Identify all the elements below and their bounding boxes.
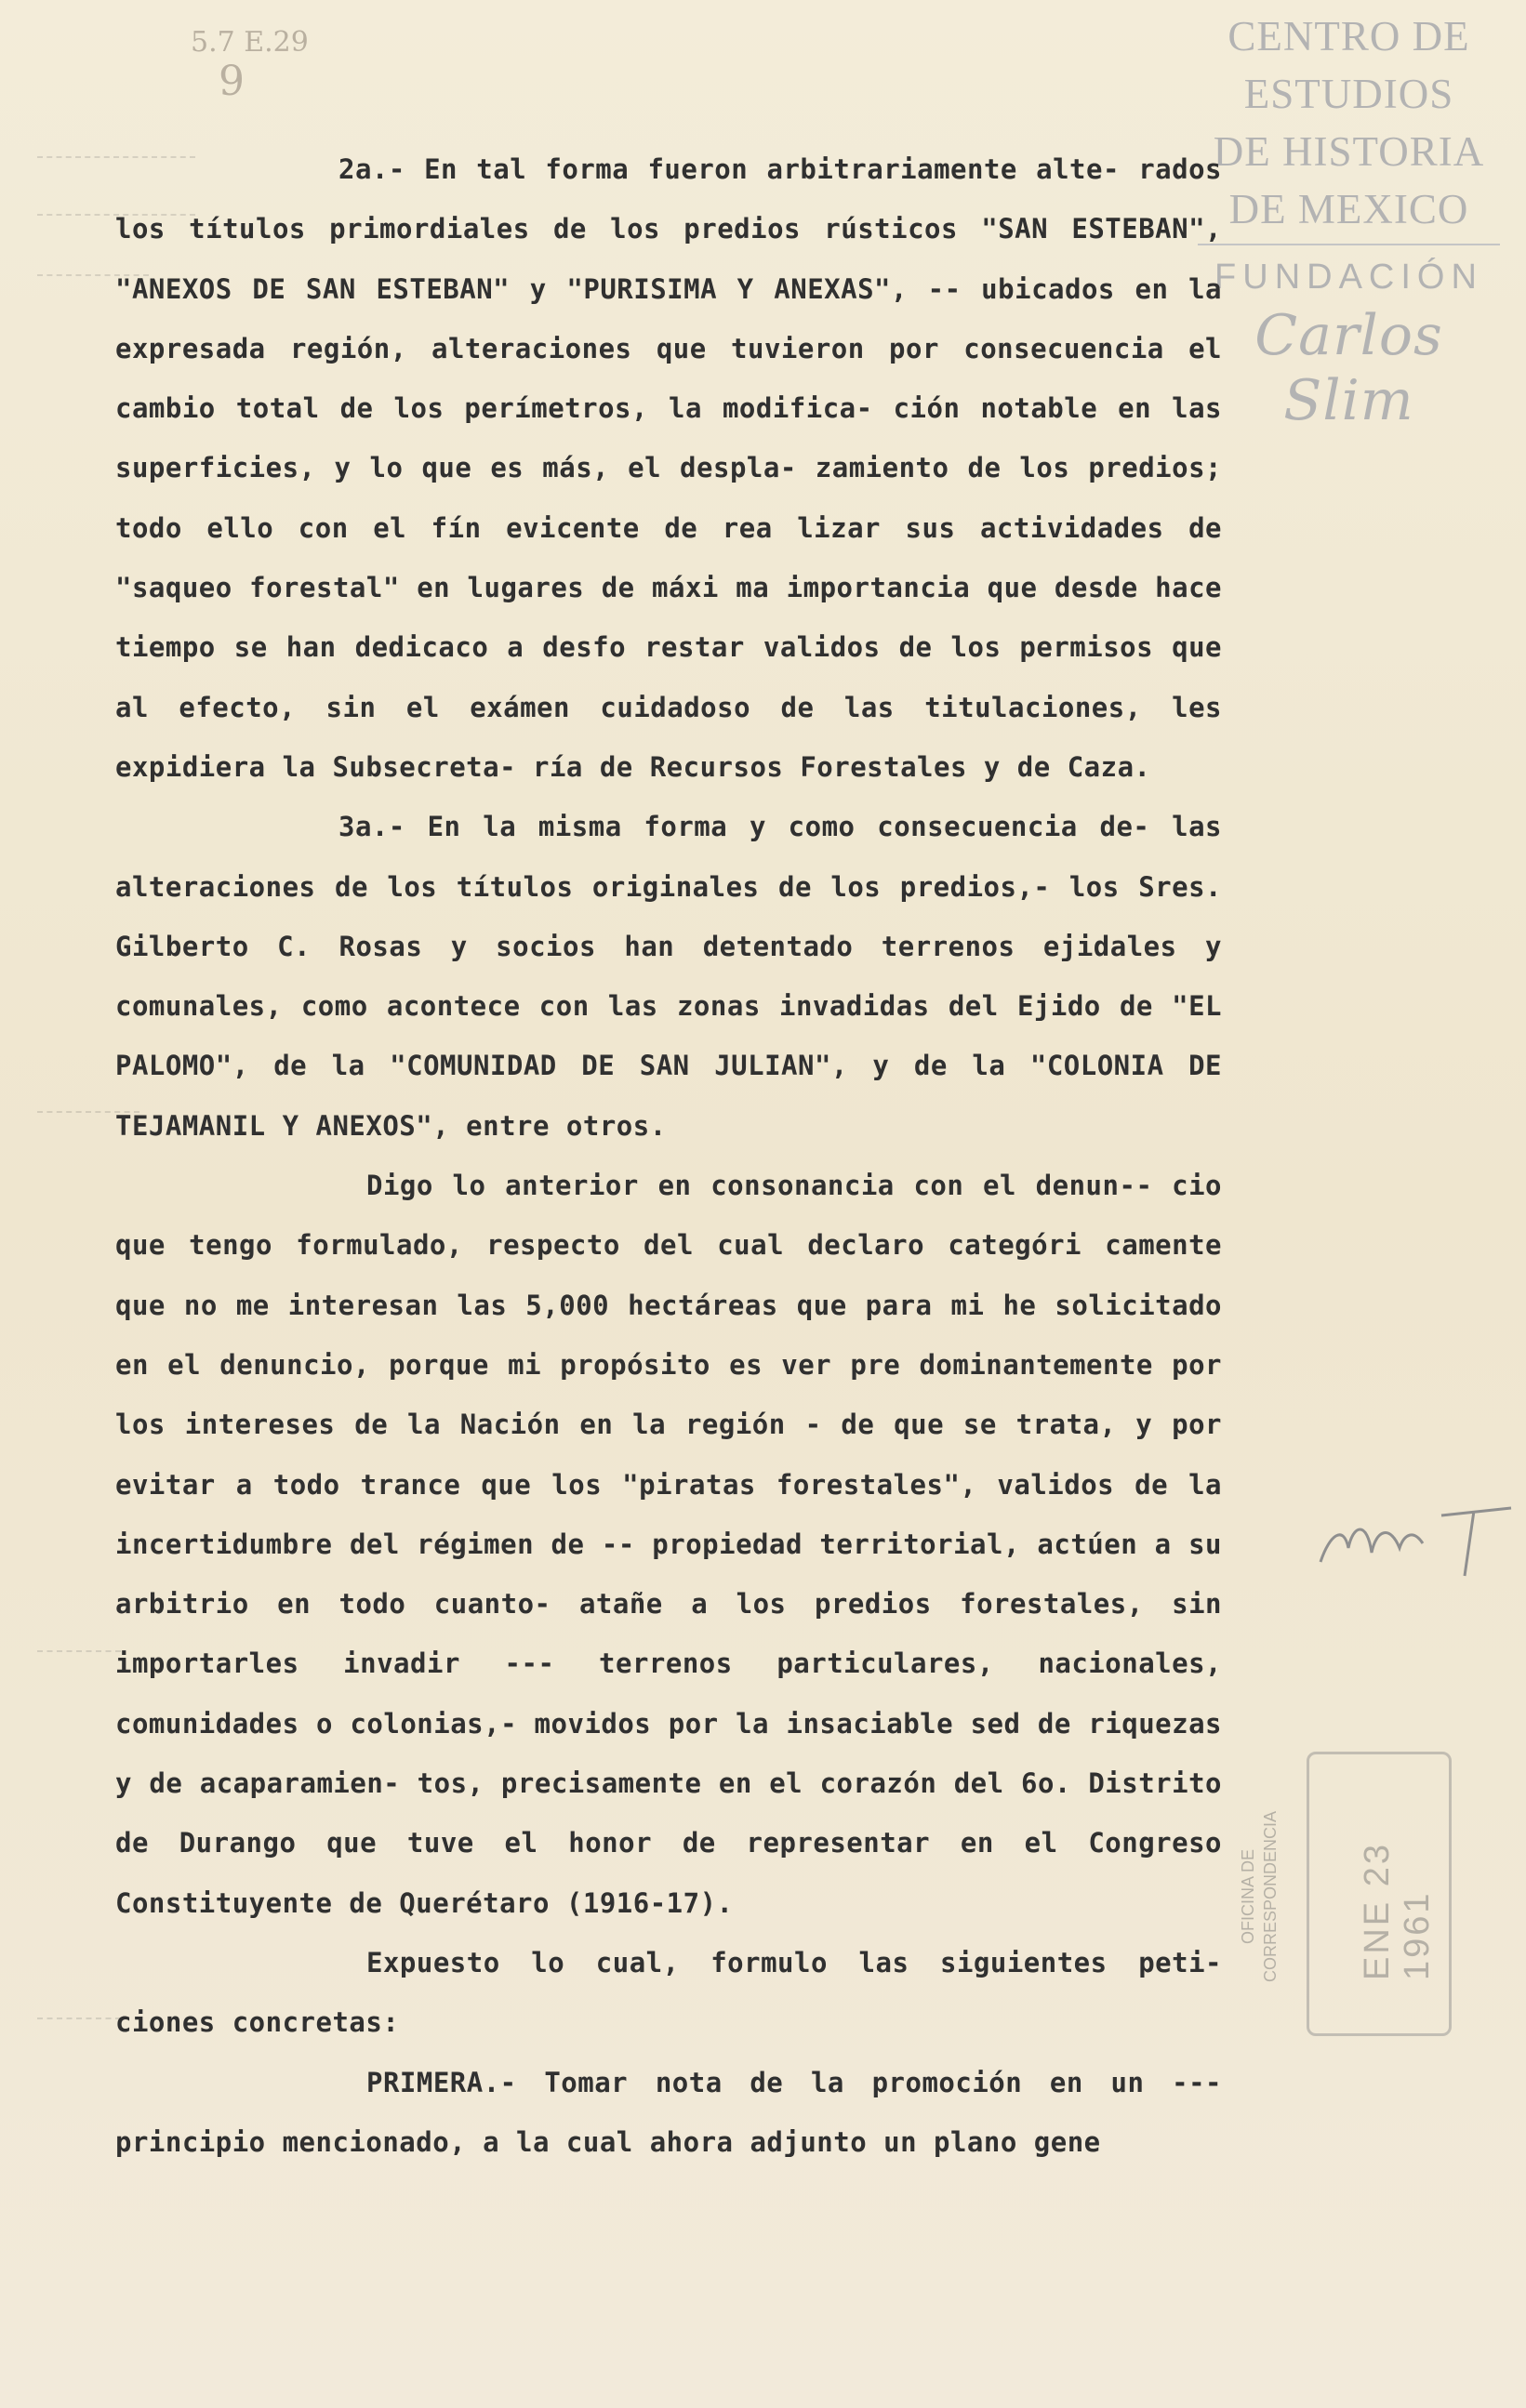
correspondence-stamp <box>1209 1757 1526 2036</box>
archive-line: DE HISTORIA <box>1213 128 1485 175</box>
archive-foundation: FUNDACIÓN <box>1214 258 1483 297</box>
archive-divider <box>1198 244 1500 245</box>
paragraph-primera <box>115 2053 1222 2173</box>
paragraph-denuncio <box>115 1156 1222 1933</box>
paragraph-3a <box>115 797 1222 1156</box>
pencil-annotation <box>1311 1497 1526 1581</box>
paragraph-expuesto <box>115 1933 1222 2053</box>
paragraph-2a <box>115 139 1222 797</box>
archive-watermark <box>1188 7 1509 433</box>
letter-body <box>115 139 1222 2172</box>
stamp-date: ENE 23 1961 <box>1358 1842 1437 1980</box>
bleed-through-line <box>37 1650 121 1669</box>
archive-line: ESTUDIOS <box>1243 71 1454 117</box>
paragraph-text: Digo lo anterior en consonancia con el denun-- cio que tengo formulado, respecto del cual declaro categóri camente que no me interesan las 5,000 hectáreas que para mi he solicitado en el denuncio, porque mi propósito es ver pre dominantemente por los intereses de la Nación en la región - de que se trata, y por evitar a todo trance que los "piratas forestales", validos de la incertidumbre del régimen de -- propiedad territorial, actúen a su arbitrio en todo cuanto- atañe a los predios forestales, sin importarles invadir --- terrenos particulares, nacionales, comunidades o colonias,- movidos por la insaciable sed de riquezas y de acaparamien- tos, precisamente en el corazón del 6o. Distrito de Durango que tuve el honor de representar en el Congreso Constituyente de Querétaro (1916-17). <box>115 1170 1222 1919</box>
reference-note: 5.7 E.29 <box>191 26 309 59</box>
page-number: 9 <box>219 58 245 105</box>
archive-line: CENTRO DE <box>1227 13 1470 60</box>
stamp-title: OFICINA DE CORRESPONDENCIA <box>1239 1810 1280 1983</box>
paragraph-text: 3a.- En la misma forma y como consecuencia de- las alteraciones de los títulos originales de los predios,- los Sres. Gilberto C. Rosas y socios han detentado terrenos ejidales y comunales, como acontece con las zonas invadidas del Ejido de "EL PALOMO", de la "COMUNIDAD DE SAN JULIAN", y de la "COLONIA DE TEJAMANIL Y ANEXOS", entre otros. <box>115 811 1222 1142</box>
paragraph-text: PRIMERA.- Tomar nota de la promoción en un --- principio mencionado, a la cual ahora adjunto un plano gene <box>115 2066 1222 2158</box>
bleed-through-line <box>37 2018 121 2036</box>
archive-signature: Carlos Slim <box>1254 303 1443 433</box>
paragraph-text: 2a.- En tal forma fueron arbitrariamente alte- rados los títulos primordiales de los predios rústicos "SAN ESTEBAN", "ANEXOS DE SAN ESTEBAN" y "PURISIMA Y ANEXAS", -- ubicados en la expresada región, alteraciones que tuvieron por consecuencia el cambio total de los perímetros, la modifica- ción notable en las superficies, y lo que es más, el despla- zamiento de los predios; todo ello con el fín evicente de rea lizar sus actividades de "saqueo forestal" en lugares de máxi ma importancia que desde hace tiempo se han dedicaco a desfo restar validos de los permisos que al efecto, sin el exámen cuidadoso de las titulaciones, les expidiera la Subsecreta- ría de Recursos Forestales y de Caza. <box>115 153 1222 783</box>
archive-line: DE MEXICO <box>1228 186 1469 232</box>
paragraph-text: Expuesto lo cual, formulo las siguientes peti- ciones concretas: <box>115 1946 1222 2039</box>
